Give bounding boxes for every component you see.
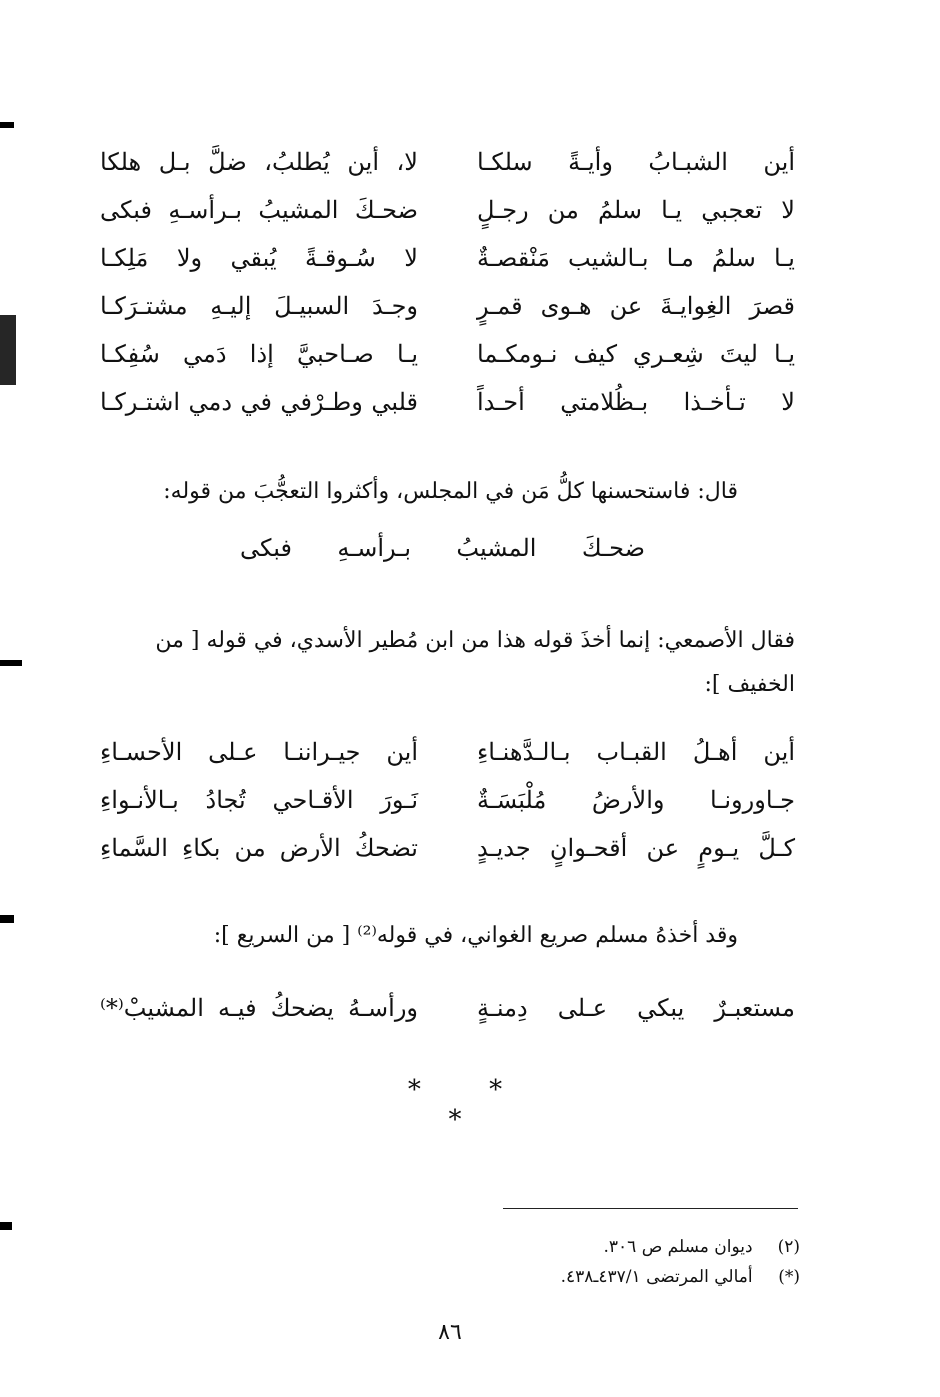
second-hemistich: أين جيـراننـا عـلى الأحسـاءِ: [100, 738, 418, 766]
verse-line: [100, 234, 795, 282]
second-hemistich: قلبي وطـرْفي في دمي اشتـركـا: [100, 388, 418, 416]
verse-line: [100, 330, 795, 378]
first-hemistich: لا تعجبي يـا سلمُ من رجـلٍ: [477, 196, 795, 224]
first-hemistich: يـا ليتَ شِعـري كيف نـومكـما: [477, 340, 795, 368]
first-hemistich: أين الشبـابُ وأيـةً سلكـا: [477, 148, 795, 176]
second-hemistich: لا سُـوقـةً يُبقي ولا مَلِكـا: [100, 244, 418, 272]
poem-3: [100, 984, 795, 1032]
first-hemistich: مستعبـرٌ يبكي عـلى دِمنـةٍ: [477, 994, 795, 1022]
poem-1: [100, 138, 795, 426]
paragraph: فقال الأصمعي: إنما أخذَ قوله هذا من ابن مُطير الأسدي، في قوله [ من الخفيف ]:: [155, 628, 795, 697]
scan-mark: [0, 915, 14, 923]
scan-mark: [0, 1222, 12, 1230]
verse-line: [100, 824, 795, 872]
first-hemistich: جـاورونـا والأرضُ مُلْبَسَـةٌ: [477, 786, 795, 814]
footnote: [440, 1232, 800, 1262]
footnote-text: أمالي المرتضى ٤٣٧/١ـ٤٣٨.: [560, 1267, 753, 1287]
verse-line: [100, 776, 795, 824]
second-hemistich: ورأسـهُ يضحكُ فيـه المشيبْ⁽*⁾: [100, 994, 418, 1022]
footnote-rule: [503, 1208, 798, 1209]
footnotes: [440, 1232, 800, 1292]
first-hemistich: يـا سلمُ مـا بـالشيب مَنْقصـةٌ: [477, 244, 795, 272]
scan-mark: [0, 660, 22, 666]
first-hemistich: قصرَ الغِوايـةَ عن هـوى قمـرٍ: [477, 292, 795, 320]
verse-line: [100, 186, 795, 234]
verse-line: [100, 984, 795, 1032]
second-hemistich: نَـورَ الأقـاحي تُجادُ بـالأنـواءِ: [100, 786, 418, 814]
first-hemistich: أين أهـلُ القبـاب بـالـدَّهنـاءِ: [477, 738, 795, 766]
second-hemistich: يـا صـاحبيَّ إذا دَمي سُفِكـا: [100, 340, 418, 368]
paragraph: قال: فاستحسنها كلُّ مَن في المجلس، وأكثروا التعجُّبَ من قوله:: [163, 479, 738, 504]
quoted-hemistich: ضحـكَ المشيبُ بـرأسـهِ فبكى: [240, 534, 645, 562]
page-number: ٨٦: [438, 1320, 462, 1345]
footnote: [440, 1262, 800, 1292]
paragraph: وقد أخذهُ مسلم صريع الغواني، في قوله⁽²⁾ [ من السريع ]:: [213, 923, 738, 948]
verse-line: [100, 728, 795, 776]
section-separator: * * *: [407, 1075, 533, 1135]
scan-mark: [0, 315, 16, 385]
second-hemistich: وجـدَ السبيـلَ إليـهِ مشتـرَكـا: [100, 292, 418, 320]
verse-line: [100, 282, 795, 330]
footnote-text: ديوان مسلم ص ٣٠٦.: [603, 1237, 753, 1257]
poem-2: [100, 728, 795, 872]
second-hemistich: تضحكُ الأرض من بكاءِ السَّماءِ: [100, 834, 418, 862]
verse-line: [100, 138, 795, 186]
scan-mark: [0, 122, 14, 128]
second-hemistich: ضحـكَ المشيبُ بـرأسـهِ فبكى: [100, 196, 418, 224]
footnote-marker: (*): [778, 1267, 800, 1287]
first-hemistich: لا تـأخـذا بـظُلامتي أحـداً: [477, 388, 795, 416]
first-hemistich: كـلَّ يـومٍ عن أقحـوانٍ جديـدٍ: [477, 834, 795, 862]
second-hemistich: لا، أين يُطلبُ، ضلَّ بـل هلكا: [100, 148, 418, 176]
footnote-marker: (٢): [777, 1237, 800, 1257]
verse-line: [100, 378, 795, 426]
